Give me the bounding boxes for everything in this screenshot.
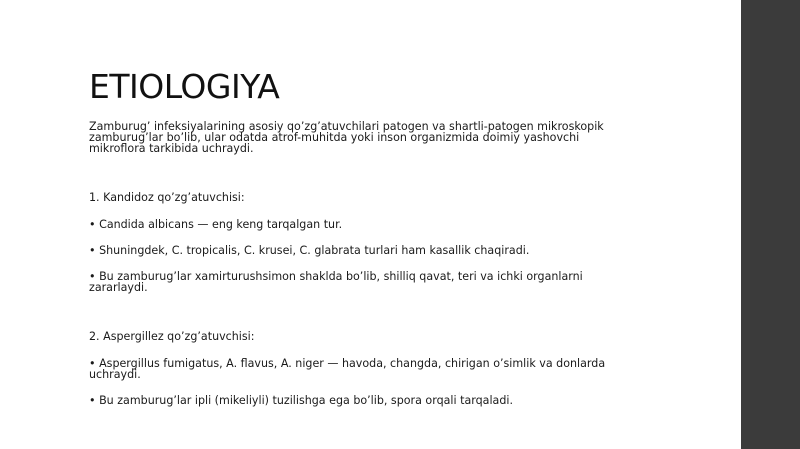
- intro-paragraph: [89, 121, 629, 154]
- bullet-line: • Shuningdek, C. tropicalis, C. krusei, C. glabrata turlari ham kasallik chaqiradi.: [89, 244, 530, 257]
- intro-line: zamburug’lar bo’lib, ular odatda atrof-muhitda yoki inson organizmida doimiy yashovchi: [89, 131, 580, 144]
- section-heading: 1. Kandidoz qo’zg’atuvchisi:: [89, 191, 245, 204]
- slide-body: [89, 121, 629, 406]
- section-aspergillosis: [89, 331, 629, 406]
- bullet-item: [89, 358, 629, 380]
- bullet-item: [89, 245, 629, 256]
- bullet-line: • Aspergillus fumigatus, A. flavus, A. niger — havoda, changda, chirigan o’simlik va donlarda: [89, 357, 606, 370]
- bullet-item: [89, 219, 629, 230]
- bullet-item: [89, 395, 629, 406]
- bullet-line: • Bu zamburug’lar ipli (mikeliyli) tuzilishga ega bo’lib, spora orqali tarqaladi.: [89, 394, 513, 407]
- side-bar: [741, 0, 800, 449]
- section-candidiasis: [89, 192, 629, 293]
- intro-line: mikroflora tarkibida uchraydi.: [89, 142, 254, 155]
- intro-line: Zamburug’ infeksiyalarining asosiy qo’zg’atuvchilari patogen va shartli-patogen mikroskopik: [89, 120, 604, 133]
- bullet-item: [89, 271, 629, 293]
- bullet-line: • Bu zamburug’lar xamirturushsimon shaklda bo’lib, shilliq qavat, teri va ichki organlarni: [89, 270, 583, 283]
- section-heading: 2. Aspergillez qo’zg’atuvchisi:: [89, 330, 255, 343]
- slide-title: ETIOLOGIYA: [89, 67, 280, 106]
- bullet-line: • Candida albicans — eng keng tarqalgan tur.: [89, 218, 343, 231]
- bullet-line: zararlaydi.: [89, 281, 148, 294]
- bullet-line: uchraydi.: [89, 368, 141, 381]
